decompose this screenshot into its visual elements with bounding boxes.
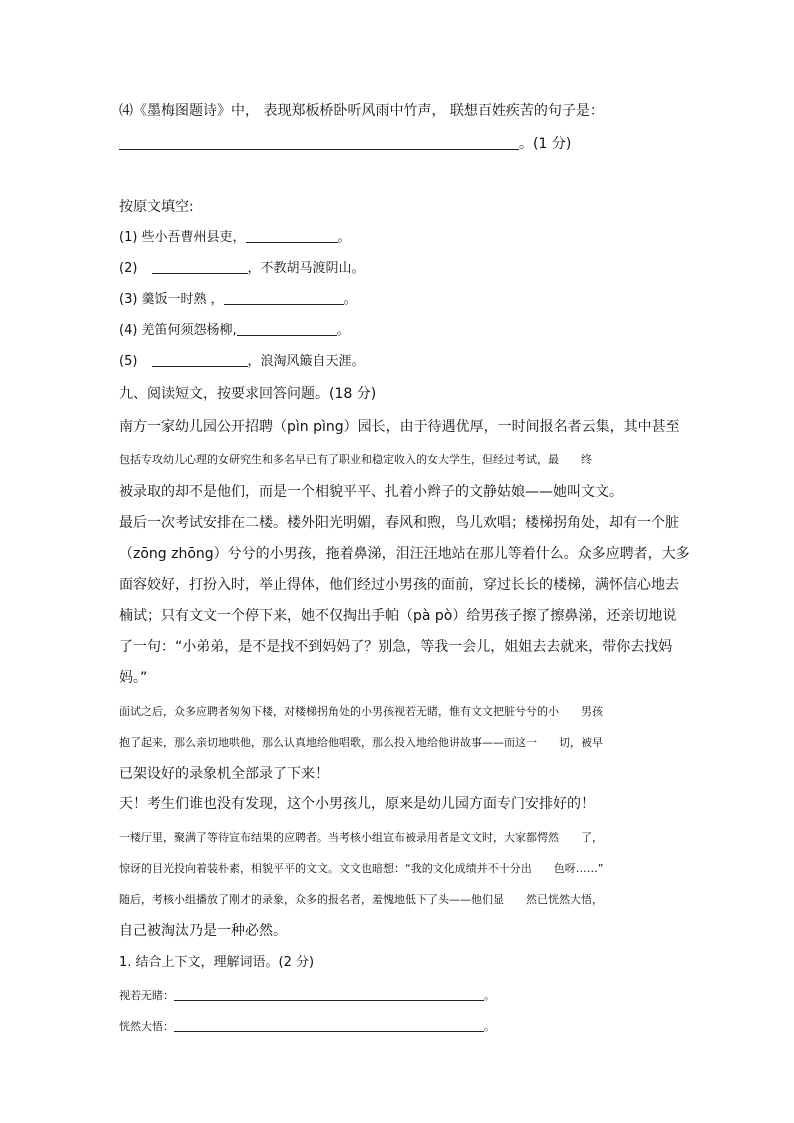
- fill-item-end: 。: [337, 230, 351, 245]
- fill-item-text: (2): [119, 261, 142, 276]
- passage-line: [119, 894, 603, 905]
- passage-line: 已架设好的录象机全部录了下来！: [119, 766, 329, 782]
- answer-blank[interactable]: [152, 365, 248, 367]
- passage-line: 被录取的却不是他们，而是一个相貌平平、扎着小辫子的文静姑娘——她叫文文。: [119, 484, 623, 500]
- passage-line: 南方一家幼儿园公开招聘（pìn pìng）园长，由于待遇优厚，一时间报名者云集，其中甚至: [119, 419, 680, 435]
- passage-line: 楠试；只有文文一个停下来，她不仅掏出手帕（pà pò）给男孩子擦了擦鼻涕，还亲切地说: [119, 608, 677, 624]
- passage-text: 面试之后，众多应聘者匆匆下楼，对楼梯拐角处的小男孩视若无睹，惟有文文把脏兮兮的小: [119, 705, 559, 718]
- answer-blank[interactable]: [174, 999, 484, 1001]
- passage-text: 然已恍然大悟，: [526, 893, 603, 906]
- fill-item-3: [119, 293, 357, 306]
- passage-line: （zōng zhōng）兮兮的小男孩，拖着鼻涕，泪汪汪地站在那儿等着什么。众多应聘者，大多: [119, 546, 690, 562]
- fill-item-1: [119, 231, 351, 244]
- passage-text: 男孩: [581, 705, 603, 718]
- fill-item-text: (3) 羹饭一时熟 ，: [119, 292, 224, 307]
- fill-item-end: ，不教胡马渡阴山。: [247, 261, 365, 276]
- answer-blank[interactable]: [174, 1030, 484, 1032]
- passage-line: 妈。”: [119, 670, 148, 686]
- fill-item-5: [119, 355, 365, 368]
- term-row: [119, 990, 495, 1001]
- passage-line: 了一句：“小弟弟，是不是找不到妈妈了？别急，等我一会儿，姐姐去去就来，带你去找妈: [119, 639, 673, 655]
- passage-line: [119, 832, 603, 843]
- q4-score: 。(1 分): [519, 136, 572, 152]
- passage-line: 天！考生们谁也没有发现，这个小男孩儿，原来是幼儿园方面专门安排好的！: [119, 796, 595, 812]
- passage-text: 随后，考核小组播放了刚才的录象，众多的报名者，羞愧地低下了头——他们显: [119, 893, 504, 906]
- passage-text: 色呀……”: [553, 862, 604, 875]
- term-row: [119, 1021, 495, 1032]
- passage-line: 自己被淘汰乃是一种必然。: [119, 923, 287, 939]
- passage-text: 终: [581, 453, 592, 466]
- fill-item-end: 。: [343, 292, 357, 307]
- answer-blank[interactable]: [224, 303, 344, 305]
- passage-line: 最后一次考试安排在二楼。楼外阳光明媚，春风和煦，鸟儿欢唱；楼梯拐角处，却有一个脏: [119, 515, 679, 531]
- passage-line: [119, 863, 603, 874]
- fill-item-2: [119, 262, 365, 275]
- answer-blank[interactable]: [119, 148, 519, 150]
- passage-text: 切，被早: [559, 736, 603, 749]
- fill-item-4: [119, 324, 350, 337]
- q4-answer-line: [119, 137, 571, 151]
- term-end: 。: [484, 989, 495, 1002]
- passage-text: 了，: [581, 831, 603, 844]
- fill-item-text: (1) 些小吾曹州县吏，: [119, 230, 246, 245]
- fill-heading: 按原文填空:: [119, 199, 194, 215]
- question1-title: 1. 结合上下文，理解词语。(2 分): [119, 955, 315, 970]
- passage-text: 惊讶的目光投向着装朴素，相貌平平的文文。文文也暗想：“我的文化成绩并不十分出: [119, 862, 532, 875]
- answer-blank[interactable]: [246, 241, 338, 243]
- passage-text: 抱了起来，那么亲切地哄他，那么认真地给他唱歌，那么投入地给他讲故事——而这一: [119, 736, 537, 749]
- section9-title: 九、阅读短文，按要求回答问题。(18 分): [119, 386, 377, 402]
- q4-prompt: ⑷《墨梅图题诗》中， 表现郑板桥卧听风雨中竹声， 联想百姓疾苦的句子是：: [119, 103, 604, 119]
- fill-item-text: (4) 羌笛何须怨杨柳,: [119, 323, 237, 338]
- term-label: 恍然大悟：: [119, 1020, 174, 1033]
- passage-text: 包括专攻幼儿心理的女研究生和多名早已有了职业和稳定收入的女大学生，但经过考试，最: [119, 453, 559, 466]
- fill-item-end: ，浪淘风簸自天涯。: [247, 354, 365, 369]
- passage-line: [119, 706, 603, 717]
- term-end: 。: [484, 1020, 495, 1033]
- passage-line: [119, 454, 592, 465]
- fill-item-text: (5): [119, 354, 142, 369]
- term-label: 视若无睹：: [119, 989, 174, 1002]
- passage-line: [119, 737, 603, 748]
- answer-blank[interactable]: [152, 272, 248, 274]
- passage-line: 面容姣好，打扮入时，举止得体，他们经过小男孩的面前，穿过长长的楼梯，满怀信心地去: [119, 577, 679, 593]
- fill-item-end: 。: [336, 323, 350, 338]
- passage-text: 一楼厅里，聚满了等待宣布结果的应聘者。当考核小组宣布被录用者是文文时，大家都愕然: [119, 831, 559, 844]
- answer-blank[interactable]: [237, 334, 337, 336]
